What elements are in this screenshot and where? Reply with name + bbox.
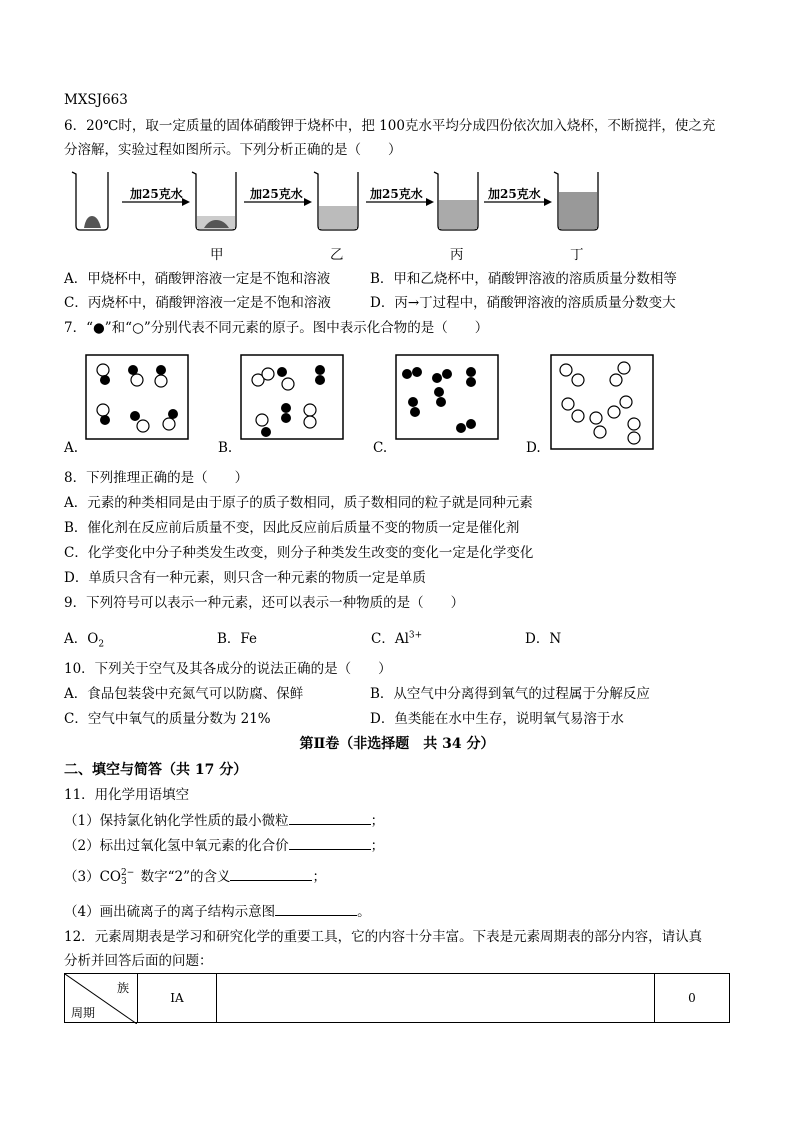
q6-option-d: D．丙→丁过程中，硝酸钾溶液的溶质质量分数变大	[370, 295, 676, 311]
q8-option-b: B．催化剂在反应前后质量不变，因此反应前后质量不变的物质一定是催化剂	[64, 520, 520, 536]
answer-blank-4[interactable]	[275, 901, 357, 916]
beaker-label-yi: 乙	[330, 247, 344, 263]
q7-label-d: D.	[526, 440, 541, 456]
q6-stem-line1: 6．20℃时，取一定质量的固体硝酸钾于烧杯中，把 100克水平均分成四份依次加入烧杯，不断搅拌，使之充	[64, 118, 716, 134]
arrow-label-4: 加25克水	[488, 187, 541, 201]
q12-stem-line1: 12．元素周期表是学习和研究化学的重要工具，它的内容十分丰富。下表是元素周期表的部分内容，请认真	[64, 929, 703, 945]
q10-option-a: A．食品包装袋中充氮气可以防腐、保鲜	[64, 686, 304, 702]
q7-label-a: A.	[64, 440, 79, 456]
q9-option-a: A．$O_2$	[64, 631, 105, 650]
q10-option-b: B．从空气中分离得到氧气的过程属于分解反应	[370, 686, 650, 702]
beaker-2	[314, 172, 358, 230]
column-ia: ⅠA	[138, 974, 217, 1023]
q7-box-d	[550, 354, 654, 450]
q10-option-c: C．空气中氧气的质量分数为 21%	[64, 711, 271, 727]
doc-code: MXSJ663	[64, 92, 128, 108]
table-header-diagonal	[65, 974, 138, 1023]
beaker-3	[434, 172, 478, 230]
q8-option-d: D．单质只含有一种元素，则只含一种元素的物质一定是单质	[64, 570, 426, 586]
q6-stem-line2: 分溶解，实验过程如图所示。下列分析正确的是（ ）	[64, 142, 402, 158]
arrow-label-3: 加25克水	[370, 187, 423, 201]
q7-label-c: C.	[373, 440, 388, 456]
q11-item-1: （1）保持氯化钠化学性质的最小微粒 ；	[64, 810, 384, 831]
answer-blank-3[interactable]	[230, 866, 312, 881]
section-2-title: 第Ⅱ卷（非选择题 共 34 分）	[299, 736, 495, 752]
q8-option-a: A．元素的种类相同是由于原子的质子数相同，质子数相同的粒子就是同种元素	[64, 495, 533, 511]
q8-stem: 8．下列推理正确的是（ ）	[64, 470, 249, 486]
q9-stem: 9．下列符号可以表示一种元素，还可以表示一种物质的是（ ）	[64, 595, 465, 611]
beaker-label-bing: 丙	[450, 247, 464, 263]
q10-option-d: D．鱼类能在水中生存，说明氧气易溶于水	[370, 711, 624, 727]
q7-label-b: B.	[218, 440, 233, 456]
q8-option-c: C．化学变化中分子种类发生改变，则分子种类发生改变的变化一定是化学变化	[64, 545, 534, 561]
q9-option-d: D．N	[525, 631, 562, 647]
q7-stem: 7．“●”和“○”分别代表不同元素的原子。图中表示化合物的是（ ）	[64, 320, 489, 336]
answer-blank-1[interactable]	[289, 810, 371, 825]
q7-box-b	[240, 354, 344, 440]
arrow-label-2: 加25克水	[250, 187, 303, 201]
part-2-heading: 二、填空与简答（共 17 分）	[64, 762, 248, 778]
q6-option-b: B．甲和乙烧杯中，硝酸钾溶液的溶质质量分数相等	[370, 271, 677, 287]
header-group: 族	[116, 981, 129, 995]
periodic-table	[64, 973, 730, 1023]
q11-item-2: （2）标出过氧化氢中氧元素的化合价 ；	[64, 835, 384, 856]
answer-blank-2[interactable]	[289, 835, 371, 850]
header-period: 周期	[71, 1006, 96, 1020]
beaker-label-jia: 甲	[210, 247, 224, 263]
q6-option-a: A．甲烧杯中，硝酸钾溶液一定是不饱和溶液	[64, 271, 331, 287]
q9-option-c: C．$Al^{3+}$	[371, 630, 423, 647]
beaker-1	[192, 172, 236, 230]
q11-item-3: （3）CO 2− 3 数字“2”的含义 ；	[64, 867, 326, 887]
beaker-4	[554, 172, 598, 230]
q7-box-c	[395, 354, 499, 440]
table-empty-span	[217, 974, 655, 1023]
q11-item-4: （4）画出硫离子的离子结构示意图 。	[64, 901, 371, 922]
q11-stem: 11．用化学用语填空	[64, 787, 190, 803]
q10-stem: 10．下列关于空气及其各成分的说法正确的是（ ）	[64, 661, 392, 677]
q7-box-a	[85, 354, 189, 440]
q9-option-b: B．Fe	[217, 631, 258, 647]
beaker-label-ding: 丁	[570, 247, 584, 263]
q6-option-c: C．丙烧杯中，硝酸钾溶液一定是不饱和溶液	[64, 295, 331, 311]
q12-stem-line2: 分析并回答后面的问题：	[64, 953, 213, 969]
arrow-label-1: 加25克水	[130, 187, 183, 201]
beaker-0	[72, 172, 108, 230]
column-0: 0	[655, 974, 730, 1023]
